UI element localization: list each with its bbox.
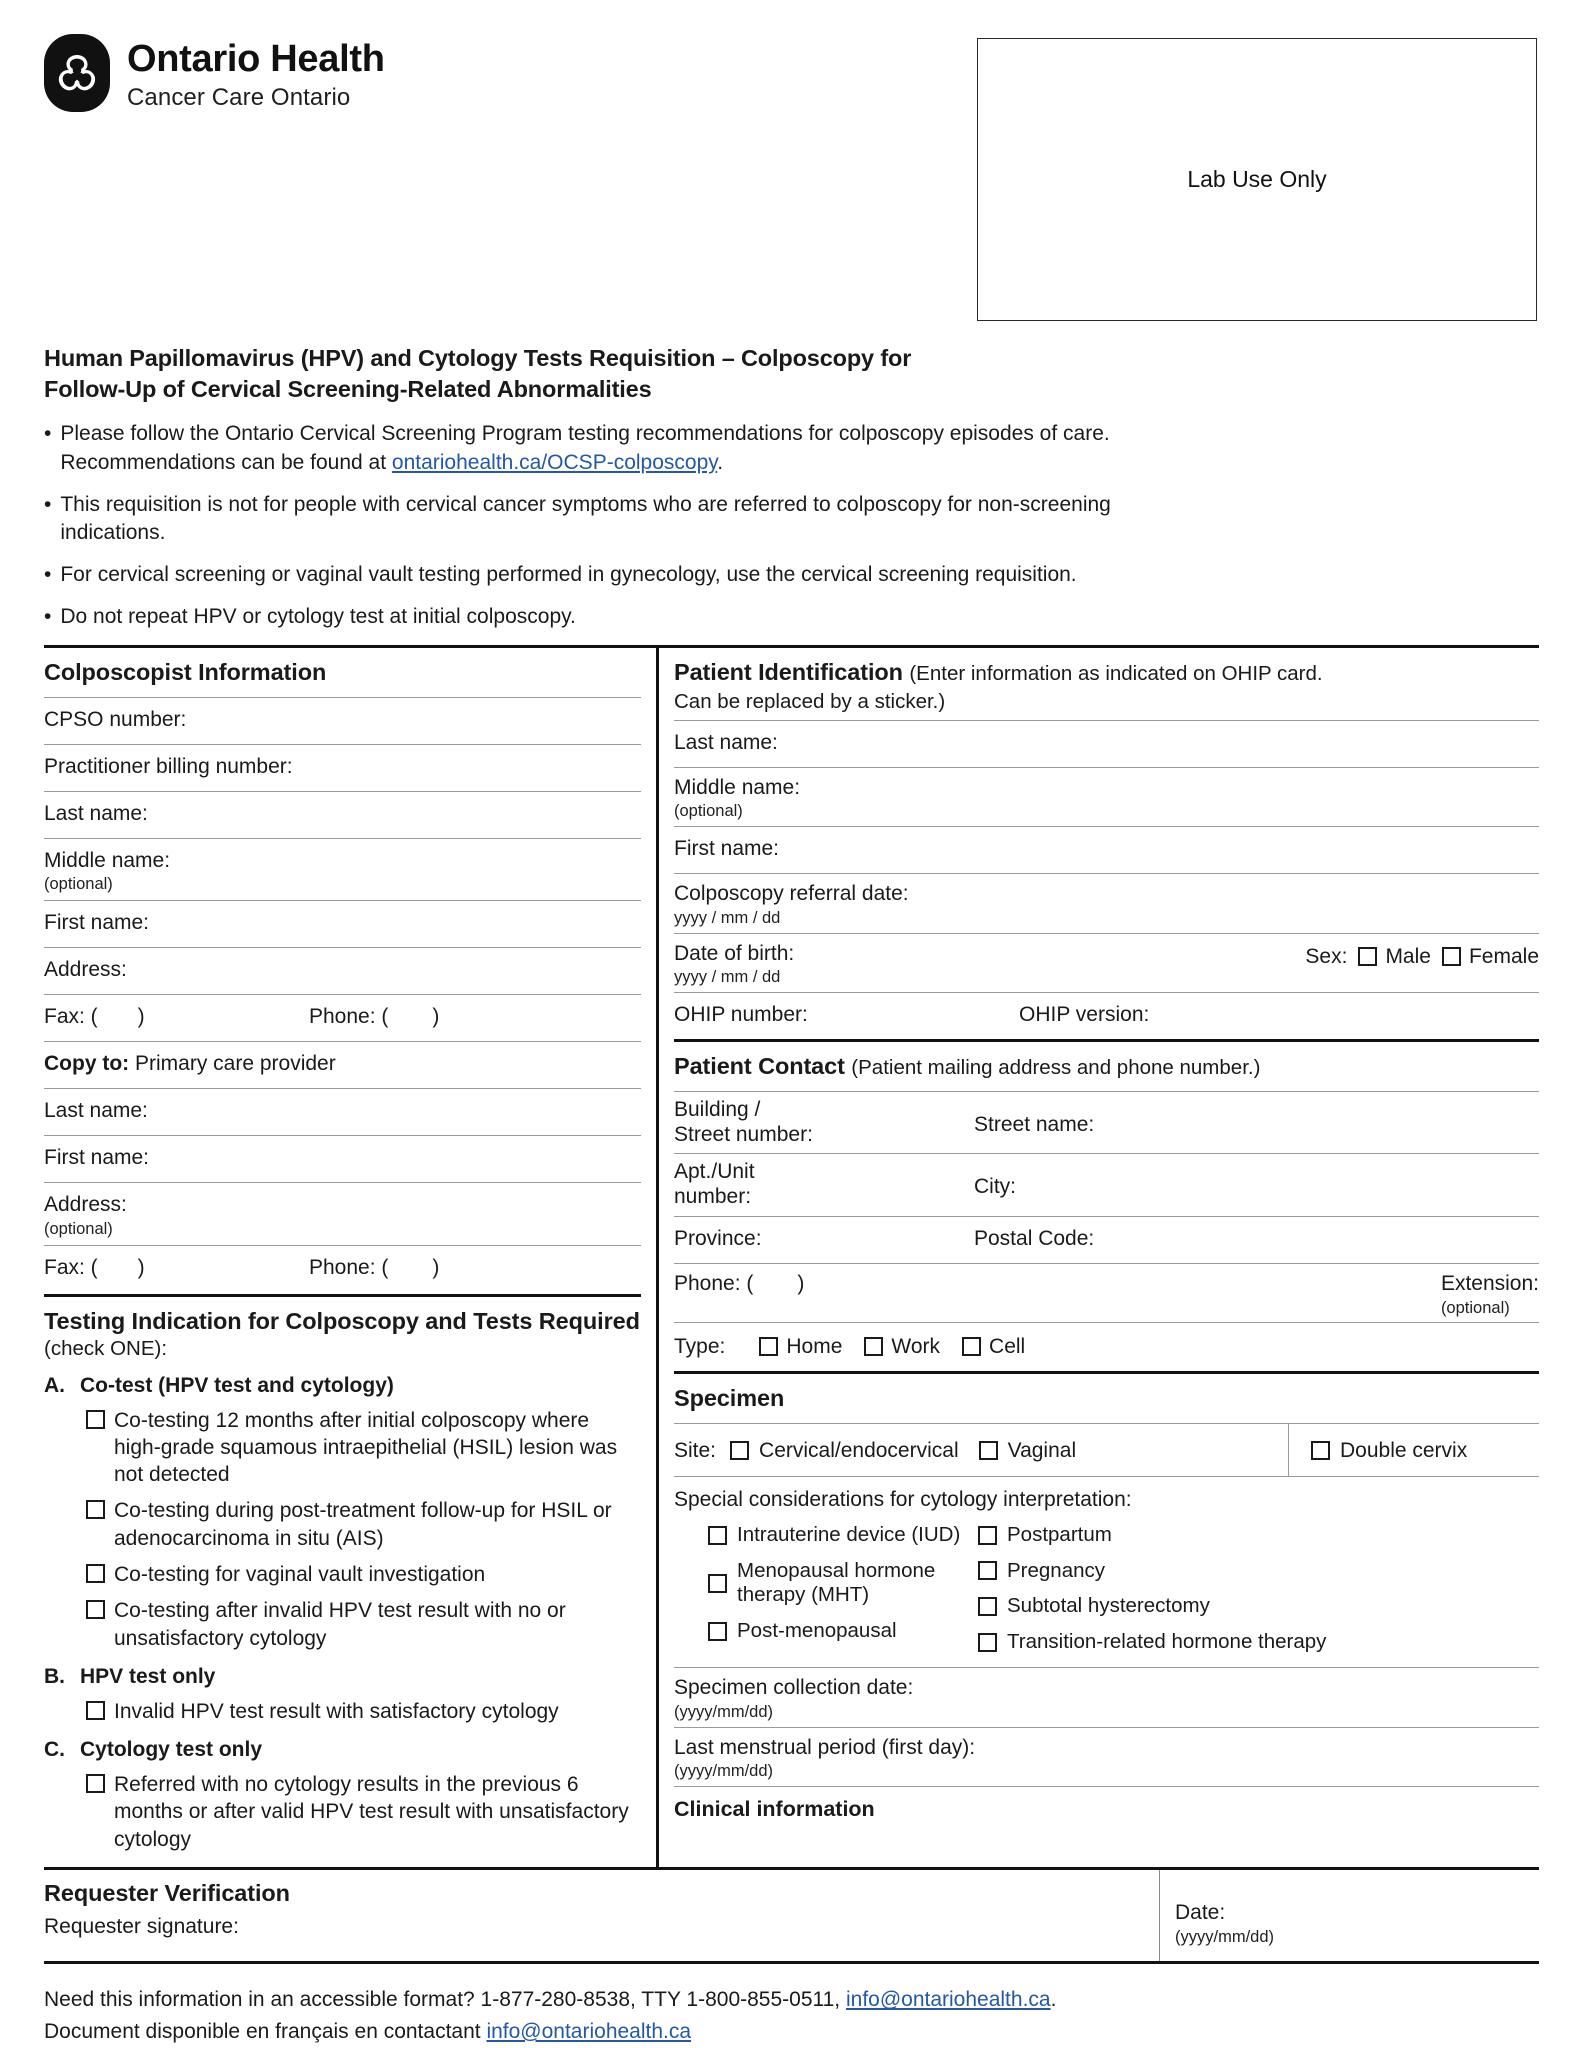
field-label: Practitioner billing number: [44,754,293,778]
field-label: Colposcopy referral date: yyyy / mm / dd [674,882,909,927]
clinical-information-block[interactable] [674,1786,1539,1822]
checkbox-option-vaginal[interactable] [979,1438,1077,1464]
testing-group-c [44,1738,641,1762]
checkbox-option-double-cervix[interactable] [1311,1438,1467,1464]
right-column [656,648,1539,1867]
checkbox-icon[interactable] [708,1526,727,1545]
option-label: Transition-related hormone therapy [1007,1629,1327,1653]
option-label: Pregnancy [1007,1558,1106,1582]
field-hint: (optional) [1440,1298,1510,1317]
bullet-text: For cervical screening or vaginal vault testing performed in gynecology, use the cervical screening requisition. [60,563,1077,587]
bullet-dot-icon: • [44,492,52,516]
checkbox-icon[interactable] [86,1564,105,1583]
date-format-hint: (yyyy/mm/dd) [1175,1927,1274,1946]
checkbox-icon[interactable] [708,1574,727,1593]
checkbox-icon[interactable] [759,1337,778,1356]
checkbox-option-male[interactable] [1358,944,1431,970]
field-province-postal[interactable] [674,1216,1539,1263]
field-hint: (optional) [674,802,743,821]
field-colposcopist-last-name[interactable] [44,791,641,838]
ocsp-colposcopy-link[interactable]: ontariohealth.ca/OCSP-colposcopy [391,450,718,474]
field-label: Last name: [44,1099,148,1123]
date-format-hint: (yyyy/mm/dd) [674,1762,773,1781]
field-cpso-number[interactable] [44,697,641,744]
fax-label: Fax: ( ) [44,1005,145,1029]
field-copyto-first-name[interactable] [44,1135,641,1182]
checkbox-option-mht[interactable] [708,1559,978,1608]
list-item [44,420,1164,478]
group-name: HPV test only [80,1664,216,1688]
phone-label: Phone: ( ) [309,1005,440,1029]
patient-id-section-header [674,648,1539,720]
checkbox-icon[interactable] [864,1337,883,1356]
colposcopist-section-header [44,648,641,697]
bullet-text: Please follow the Ontario Cervical Screening Program testing recommendations for colposcopy episodes of care. Recommendations can be found at ontariohealth.ca/OCSP-colposcopy. [60,422,1110,474]
verification-date-cell[interactable] [1159,1870,1539,1961]
field-label: Last name: [674,730,778,754]
field-label: Address: (optional) [44,1193,127,1238]
option-label: Co-testing during post-treatment follow-up for HSIL or adenocarcinoma in situ (AIS) [114,1499,612,1550]
lab-use-only-box [977,38,1537,321]
date-format-hint: yyyy / mm / dd [674,968,781,987]
checkbox-option-transition-hormone-therapy[interactable] [978,1630,1539,1655]
field-date-of-birth-sex[interactable] [674,933,1539,992]
check-one-hint: (check ONE): [44,1336,168,1360]
option-label: Intrauterine device (IUD) [737,1522,961,1546]
email-link-francais[interactable]: info@ontariohealth.ca [486,2019,692,2043]
section-title: Testing Indication for Colposcopy and Tests Required [44,1307,640,1334]
field-hint: (optional) [44,1219,113,1238]
field-specimen-collection-date[interactable] [674,1667,1539,1726]
field-label: Middle name: (optional) [44,848,171,894]
checkbox-icon[interactable] [978,1633,997,1652]
option-label: Female [1468,944,1539,968]
checkbox-option[interactable] [86,1597,641,1652]
checkbox-icon[interactable] [978,1526,997,1545]
ohip-number-label: OHIP number: [674,1002,808,1026]
lab-use-only-label: Lab Use Only [1187,166,1327,192]
option-label: Subtotal hysterectomy [1007,1594,1210,1618]
checkbox-icon[interactable] [1358,947,1377,966]
field-building-street-number[interactable] [674,1091,1539,1154]
field-patient-phone-extension[interactable] [674,1263,1539,1322]
checkbox-icon[interactable] [962,1337,981,1356]
brand-text [127,34,385,112]
list-item [44,603,1164,632]
type-label: Type: [674,1334,726,1358]
option-label: Co-testing after invalid HPV test result with no or unsatisfactory cytology [114,1599,566,1650]
field-patient-middle-name[interactable] [674,767,1539,826]
clinical-information-label: Clinical information [674,1797,875,1822]
copy-to-row [44,1041,641,1088]
field-colposcopist-middle-name[interactable] [44,838,641,900]
page-header [44,26,1539,321]
bullet-dot-icon: • [44,422,52,446]
testing-group-b [44,1665,641,1689]
option-label: Referred with no cytology results in the previous 6 months or after valid HPV test result with unsatisfactory cytology [114,1773,629,1851]
checkbox-icon[interactable] [1311,1441,1330,1460]
checkbox-option-post-menopausal[interactable] [708,1619,978,1644]
field-label: First name: [44,1146,150,1170]
checkbox-icon[interactable] [86,1410,105,1429]
field-copyto-address[interactable] [44,1182,641,1244]
option-label: Work [891,1334,941,1358]
testing-group-a [44,1374,641,1398]
footer-line-1: Need this information in an accessible format? 1-877-280-8538, TTY 1-800-855-0511, info@ontariohealth.ca. [44,1988,1057,2012]
extension-label: Extension: (optional) [1440,1271,1539,1317]
checkbox-icon[interactable] [86,1774,105,1793]
list-item [44,491,1164,549]
sex-selector[interactable] [1305,941,1539,970]
option-label: Co-testing for vaginal vault investigation [114,1562,486,1586]
field-patient-first-name[interactable] [674,826,1539,873]
checkbox-icon[interactable] [86,1600,105,1619]
option-label: Cell [989,1334,1026,1358]
field-ohip[interactable] [674,992,1539,1039]
field-patient-last-name[interactable] [674,720,1539,767]
field-practitioner-billing-number[interactable] [44,744,641,791]
site-label: Site: [674,1438,717,1462]
field-colposcopist-first-name[interactable] [44,900,641,947]
special-considerations-label: Special considerations for cytology interpretation: [674,1488,1132,1512]
field-label: Last name: [44,801,148,825]
checkbox-icon[interactable] [708,1622,727,1641]
section-title: Requester Verification [44,1880,290,1907]
requester-verification-section [44,1870,1539,1961]
checkbox-option-work[interactable] [864,1334,940,1360]
phone-label: Phone: ( ) [309,1255,440,1279]
checkbox-option[interactable] [86,1771,641,1867]
option-label: Cervical/endocervical [759,1438,959,1462]
date-format-hint: (yyyy/mm/dd) [674,1702,773,1721]
checkbox-option-female[interactable] [1442,944,1539,970]
province-label: Province: [674,1226,762,1250]
field-specimen-site[interactable] [674,1423,1539,1476]
checkbox-icon[interactable] [1442,947,1461,966]
checkbox-option-home[interactable] [759,1334,842,1360]
section-title: Patient Contact (Patient mailing address and phone number.) [674,1052,1261,1079]
building-label: Building / Street number: [674,1097,813,1146]
field-copyto-fax-phone[interactable] [44,1245,641,1292]
section-title: Specimen [674,1385,785,1412]
bullet-text: This requisition is not for people with cervical cancer symptoms who are referred to colposcopy for non-screening indications. [60,492,1111,545]
option-label: Co-testing 12 months after initial colposcopy where high-grade squamous intraepithelial (HSIL) lesion was not detected [114,1408,618,1487]
city-label: City: [974,1175,1016,1199]
sex-label: Sex: [1305,944,1348,968]
instruction-bullets [44,420,1164,632]
copy-to-label: Copy to: Primary care provider [44,1052,336,1076]
group-name: Co-test (HPV test and cytology) [80,1373,394,1397]
option-label: Double cervix [1340,1438,1468,1462]
field-label: CPSO number: [44,707,187,731]
checkbox-icon[interactable] [86,1701,105,1720]
section-title: Colposcopist Information [44,658,327,685]
patient-id-note-2: Can be replaced by a sticker.) [674,689,946,713]
checkbox-option-subtotal-hysterectomy[interactable] [978,1594,1539,1619]
field-label: Middle name: (optional) [674,775,801,821]
field-label: Date of birth: yyyy / mm / dd [674,941,1305,988]
field-label: Specimen collection date: (yyyy/mm/dd) [674,1676,914,1721]
checkbox-option[interactable] [86,1698,641,1725]
group-letter: C. [44,1738,65,1762]
field-copyto-last-name[interactable] [44,1088,641,1135]
email-link-accessible-format[interactable]: info@ontariohealth.ca [845,1988,1051,2012]
special-left-column [708,1523,978,1654]
ontario-trillium-logo-icon [44,34,110,112]
checkbox-icon[interactable] [979,1441,998,1460]
postal-code-label: Postal Code: [974,1226,1095,1250]
checkbox-icon[interactable] [978,1597,997,1616]
checkbox-icon[interactable] [86,1500,105,1519]
field-label: First name: [674,837,780,861]
page-title: Human Papillomavirus (HPV) and Cytology Tests Requisition – Colposcopy for Follow-Up of Cervical Screening-Related Abnormalities [44,345,912,402]
list-item [44,561,1164,590]
field-hint: (optional) [44,875,113,894]
ohip-version-label: OHIP version: [1019,1002,1150,1026]
patient-contact-section-header [674,1042,1539,1091]
option-label: Invalid HPV test result with satisfactory cytology [114,1699,559,1723]
checkbox-icon[interactable] [730,1441,749,1460]
option-label: Post-menopausal [737,1618,897,1642]
testing-indication-section [44,1297,641,1868]
group-name: Cytology test only [80,1738,263,1762]
field-apt-unit-city[interactable] [674,1153,1539,1216]
field-colposcopist-fax-phone[interactable] [44,994,641,1041]
field-label: Last menstrual period (first day): (yyyy/mm/dd) [674,1735,976,1781]
left-column [44,648,656,1867]
bullet-dot-icon: • [44,563,52,587]
verification-left [44,1870,1159,1961]
group-letter: B. [44,1664,65,1688]
fax-label: Fax: ( ) [44,1255,145,1279]
brand-subtitle: Cancer Care Ontario [127,83,351,111]
field-phone-type[interactable] [674,1322,1539,1369]
apt-label: Apt./Unit number: [674,1160,755,1209]
field-label: Address: [44,958,127,982]
checkbox-option-pregnancy[interactable] [978,1559,1539,1584]
special-considerations-block [674,1476,1539,1667]
phone-type-selector[interactable] [674,1334,1025,1360]
bullet-dot-icon: • [44,604,52,628]
footer-line-2: Document disponible en français en contactant info@ontariohealth.ca [44,2019,692,2043]
street-name-label: Street name: [974,1112,1095,1136]
option-label: Postpartum [1007,1522,1112,1546]
special-considerations-grid [674,1523,1539,1654]
option-label: Home [786,1334,843,1358]
brand-block [44,26,385,112]
form-body [44,648,1539,1867]
checkbox-option-cell[interactable] [962,1334,1025,1360]
brand-name: Ontario Health [127,38,385,80]
checkbox-option-cervical[interactable] [730,1438,959,1464]
checkbox-option-iud[interactable] [708,1523,978,1548]
field-label: First name: [44,911,150,935]
group-letter: A. [44,1373,65,1397]
field-colposcopist-address[interactable] [44,947,641,994]
checkbox-option[interactable] [86,1497,641,1552]
option-label: Menopausal hormone therapy (MHT) [737,1558,936,1607]
field-last-menstrual-period[interactable] [674,1727,1539,1786]
option-label: Vaginal [1007,1438,1077,1462]
checkbox-option-postpartum[interactable] [978,1523,1539,1548]
checkbox-option[interactable] [86,1407,641,1489]
bullet-text: Do not repeat HPV or cytology test at initial colposcopy. [60,604,576,628]
field-colposcopy-referral-date[interactable] [674,873,1539,932]
specimen-section-header [674,1374,1539,1423]
phone-label: Phone: ( ) [674,1271,805,1295]
date-label: Date: (yyyy/mm/dd) [1175,1880,1539,1947]
checkbox-icon[interactable] [978,1561,997,1580]
page-footer [44,1964,1539,2047]
option-label: Male [1385,944,1431,968]
date-format-hint: yyyy / mm / dd [674,908,781,927]
checkbox-option[interactable] [86,1561,641,1588]
section-title: Patient Identification (Enter information as indicated on OHIP card. [674,658,1323,685]
special-right-column [978,1523,1539,1654]
requester-signature-label[interactable]: Requester signature: [44,1915,239,1939]
